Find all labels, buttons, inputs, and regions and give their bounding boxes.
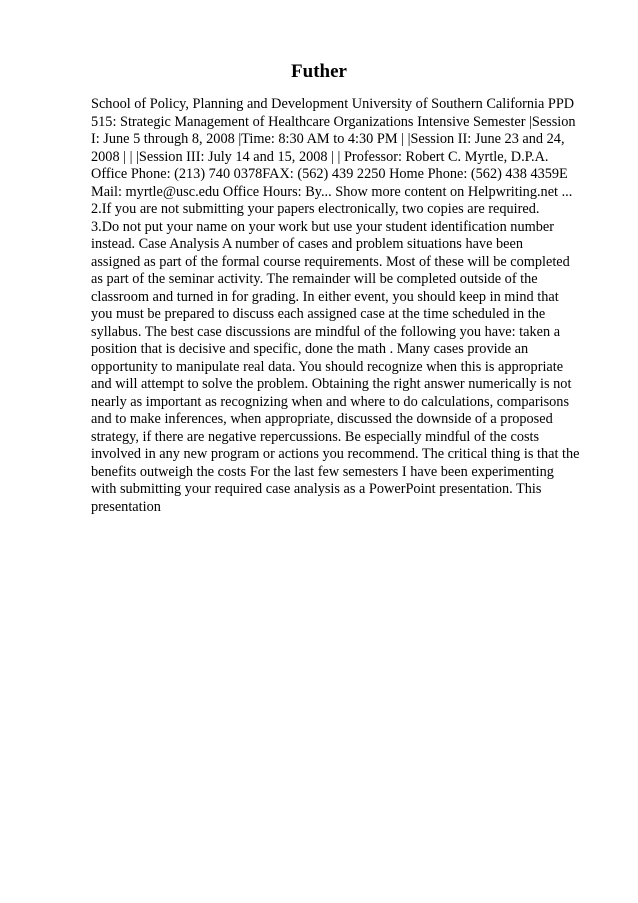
- document-title: Futher: [291, 61, 347, 82]
- body-line: benefits outweigh the costs For the last few semesters I have been experimenting: [91, 463, 554, 480]
- body-line: nearly as important as recognizing when and where to do calculations, comparisons: [91, 393, 570, 410]
- body-line: assigned as part of the formal course requirements. Most of these will be completed: [91, 253, 570, 270]
- body-line: I: June 5 through 8, 2008 |Time: 8:30 AM to 4:30 PM | |Session II: June 23 and 24,: [91, 131, 565, 147]
- body-line: and will attempt to solve the problem. Obtaining the right answer numerically is not: [91, 376, 572, 392]
- body-line: and to make inferences, when appropriate, discussed the downside of a proposed: [91, 411, 553, 427]
- body-line: 515: Strategic Management of Healthcare Organizations Intensive Semester |Session: [91, 113, 576, 130]
- body-line: 2008 | | |Session III: July 14 and 15, 2008 | | Professor: Robert C. Myrtle, D.P.A.: [91, 148, 549, 165]
- body-line: 2.If you are not submitting your papers electronically, two copies are required.: [91, 201, 540, 217]
- body-line: Office Phone: (213) 740 0378FAX: (562) 439 2250 Home Phone: (562) 438 4359E: [91, 166, 568, 182]
- body-line: 3.Do not put your name on your work but use your student identification number: [91, 218, 554, 235]
- body-line: with submitting your required case analysis as a PowerPoint presentation. This: [91, 481, 542, 497]
- body-line: classroom and turned in for grading. In either event, you should keep in mind that: [91, 288, 559, 305]
- body-line: Mail: myrtle@usc.edu Office Hours: By... Show more content on Helpwriting.net ...: [91, 183, 573, 200]
- body-line: instead. Case Analysis A number of cases and problem situations have been: [91, 236, 523, 252]
- body-line: syllabus. The best case discussions are mindful of the following you have: taken a: [91, 323, 561, 340]
- document-body: [91, 96, 611, 516]
- body-line: strategy, if there are negative repercussions. Be especially mindful of the costs: [91, 428, 540, 445]
- body-line: opportunity to manipulate real data. You should recognize when this is appropriate: [91, 358, 564, 375]
- body-line: as part of the seminar activity. The remainder will be completed outside of the: [91, 271, 538, 287]
- body-line: School of Policy, Planning and Development University of Southern California PPD: [91, 96, 575, 112]
- body-line: you must be prepared to discuss each assigned case at the time scheduled in the: [91, 306, 546, 322]
- body-line: presentation: [91, 498, 161, 515]
- body-line: involved in any new program or actions you recommend. The critical thing is that the: [91, 446, 580, 462]
- body-line: position that is decisive and specific, done the math . Many cases provide an: [91, 341, 529, 357]
